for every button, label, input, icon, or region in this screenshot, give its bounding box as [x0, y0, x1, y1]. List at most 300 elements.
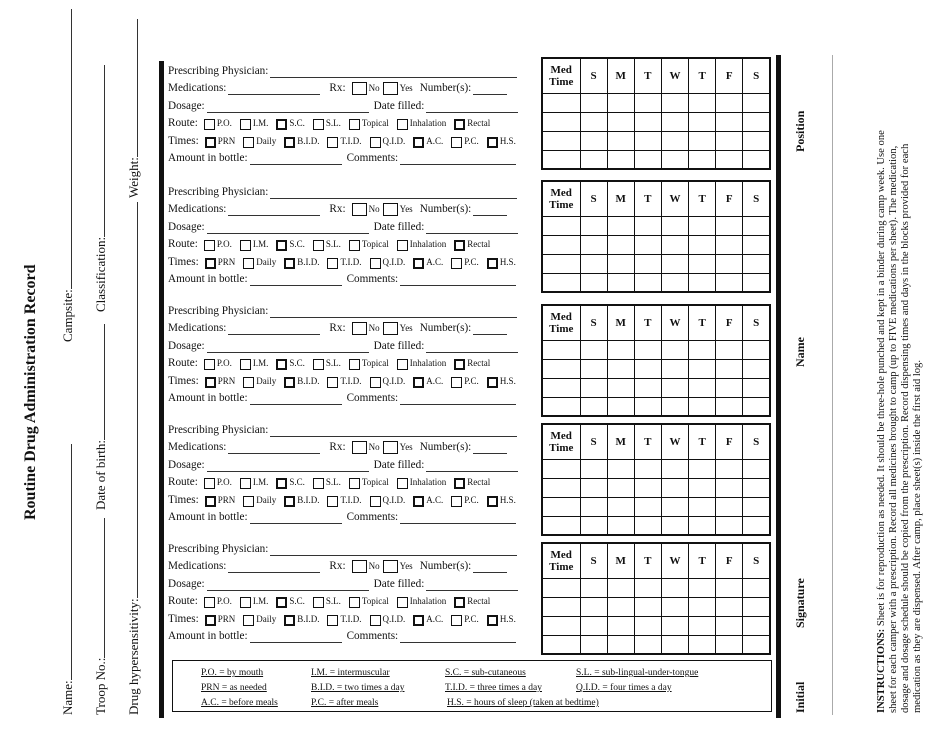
times-checkbox[interactable] [327, 615, 338, 626]
dispense-cell[interactable] [661, 93, 688, 112]
route-checkbox[interactable] [313, 240, 324, 251]
dispense-cell[interactable] [607, 597, 634, 616]
times-checkbox[interactable] [243, 258, 254, 269]
dispense-cell[interactable] [580, 93, 607, 112]
times-checkbox[interactable] [487, 137, 498, 148]
dispense-cell[interactable] [607, 397, 634, 416]
physician-field[interactable] [270, 67, 517, 78]
dispense-cell[interactable] [580, 459, 607, 478]
numbers-field[interactable] [473, 324, 507, 335]
dispense-cell[interactable] [634, 397, 661, 416]
med-time-cell[interactable] [542, 578, 580, 597]
comments-field[interactable] [400, 275, 516, 286]
times-checkbox[interactable] [487, 615, 498, 626]
dispense-cell[interactable] [716, 150, 743, 169]
times-checkbox[interactable] [243, 496, 254, 507]
dispense-cell[interactable] [689, 478, 716, 497]
numbers-field[interactable] [473, 84, 507, 95]
dispense-cell[interactable] [716, 254, 743, 273]
dispense-cell[interactable] [634, 616, 661, 635]
dispense-cell[interactable] [580, 578, 607, 597]
rx-yes-checkbox[interactable] [383, 560, 398, 573]
dispense-cell[interactable] [634, 131, 661, 150]
dispense-cell[interactable] [689, 397, 716, 416]
dispense-cell[interactable] [580, 150, 607, 169]
dispense-cell[interactable] [634, 340, 661, 359]
route-checkbox[interactable] [313, 597, 324, 608]
dispense-cell[interactable] [634, 112, 661, 131]
times-checkbox[interactable] [451, 377, 462, 388]
times-label: Times: [168, 134, 199, 147]
route-checkbox[interactable] [276, 240, 287, 251]
dispense-cell[interactable] [716, 378, 743, 397]
dispense-cell[interactable] [689, 93, 716, 112]
times-option-label: Q.I.D. [382, 256, 406, 267]
amount-field[interactable] [250, 154, 342, 165]
route-checkbox[interactable] [454, 597, 465, 608]
dispense-cell[interactable] [716, 235, 743, 254]
med-time-cell[interactable] [542, 112, 580, 131]
rx-no-checkbox[interactable] [352, 82, 367, 95]
rx-yes-checkbox[interactable] [383, 441, 398, 454]
dispense-cell[interactable] [716, 131, 743, 150]
med-time-cell[interactable] [542, 478, 580, 497]
dispense-cell[interactable] [634, 459, 661, 478]
med-time-cell[interactable] [542, 359, 580, 378]
dispense-cell[interactable] [689, 340, 716, 359]
dispense-cell[interactable] [689, 497, 716, 516]
date-filled-field[interactable] [426, 461, 518, 472]
dispense-cell[interactable] [607, 235, 634, 254]
route-checkbox[interactable] [397, 240, 408, 251]
medications-field[interactable] [228, 562, 320, 573]
med-time-cell[interactable] [542, 93, 580, 112]
dispense-cell[interactable] [661, 112, 688, 131]
times-checkbox[interactable] [413, 615, 424, 626]
dispense-cell[interactable] [661, 616, 688, 635]
dispense-cell[interactable] [743, 378, 770, 397]
route-checkbox[interactable] [204, 597, 215, 608]
med-time-cell[interactable] [542, 635, 580, 654]
times-checkbox[interactable] [451, 615, 462, 626]
amount-field[interactable] [250, 513, 342, 524]
amount-field[interactable] [250, 394, 342, 405]
dispense-cell[interactable] [580, 516, 607, 535]
dispense-cell[interactable] [743, 254, 770, 273]
dosage-field[interactable] [207, 342, 369, 353]
route-checkbox[interactable] [276, 119, 287, 130]
dispense-cell[interactable] [661, 478, 688, 497]
med-time-cell[interactable] [542, 273, 580, 292]
route-checkbox[interactable] [397, 359, 408, 370]
dispense-cell[interactable] [580, 497, 607, 516]
dispense-cell[interactable] [607, 497, 634, 516]
dispense-cell[interactable] [743, 150, 770, 169]
med-time-cell[interactable] [542, 150, 580, 169]
dispense-cell[interactable] [743, 635, 770, 654]
dispense-cell[interactable] [580, 478, 607, 497]
weight-field[interactable] [126, 19, 142, 198]
dispense-cell[interactable] [716, 497, 743, 516]
med-time-cell[interactable] [542, 131, 580, 150]
times-checkbox[interactable] [370, 137, 381, 148]
route-checkbox[interactable] [240, 478, 251, 489]
dispense-cell[interactable] [716, 459, 743, 478]
dispense-cell[interactable] [580, 131, 607, 150]
dosage-label: Dosage: [168, 577, 205, 590]
route-checkbox[interactable] [349, 119, 360, 130]
amount-field[interactable] [250, 275, 342, 286]
med-time-cell[interactable] [542, 378, 580, 397]
route-checkbox[interactable] [313, 119, 324, 130]
route-option-label: I.M. [252, 239, 269, 249]
medications-field[interactable] [228, 443, 320, 454]
dispense-cell[interactable] [716, 616, 743, 635]
times-checkbox[interactable] [370, 615, 381, 626]
dispense-cell[interactable] [661, 235, 688, 254]
times-checkbox[interactable] [205, 377, 216, 388]
dispense-cell[interactable] [661, 635, 688, 654]
times-checkbox[interactable] [284, 615, 295, 626]
times-checkbox[interactable] [413, 137, 424, 148]
times-checkbox[interactable] [284, 377, 295, 388]
times-checkbox[interactable] [243, 137, 254, 148]
route-checkbox[interactable] [349, 359, 360, 370]
dispense-cell[interactable] [689, 112, 716, 131]
route-checkbox[interactable] [240, 119, 251, 130]
campsite-label: Campsite: [60, 289, 75, 342]
name-field[interactable] [60, 444, 76, 715]
route-checkbox[interactable] [240, 240, 251, 251]
rx-yes-label: Yes [399, 83, 413, 93]
dispense-cell[interactable] [634, 516, 661, 535]
route-checkbox[interactable] [349, 597, 360, 608]
dispense-cell[interactable] [580, 616, 607, 635]
dispense-cell[interactable] [716, 273, 743, 292]
dispensing-grid-5 [541, 542, 771, 655]
dispense-cell[interactable] [689, 516, 716, 535]
dispense-cell[interactable] [607, 131, 634, 150]
dispense-cell[interactable] [607, 378, 634, 397]
dispense-cell[interactable] [661, 578, 688, 597]
med-time-cell[interactable] [542, 616, 580, 635]
rx-no-checkbox[interactable] [352, 560, 367, 573]
dispense-cell[interactable] [743, 516, 770, 535]
dispense-cell[interactable] [580, 273, 607, 292]
dispense-cell[interactable] [743, 597, 770, 616]
dispense-cell[interactable] [580, 378, 607, 397]
route-checkbox[interactable] [454, 240, 465, 251]
dispense-cell[interactable] [607, 635, 634, 654]
dispense-cell[interactable] [634, 359, 661, 378]
dispense-cell[interactable] [634, 478, 661, 497]
dispense-cell[interactable] [661, 340, 688, 359]
dispense-cell[interactable] [607, 578, 634, 597]
times-checkbox[interactable] [205, 496, 216, 507]
dispense-cell[interactable] [743, 616, 770, 635]
rx-yes-checkbox[interactable] [383, 322, 398, 335]
route-checkbox[interactable] [397, 119, 408, 130]
route-checkbox[interactable] [276, 359, 287, 370]
dispense-cell[interactable] [580, 635, 607, 654]
times-checkbox[interactable] [243, 615, 254, 626]
times-checkbox[interactable] [487, 258, 498, 269]
dispense-cell[interactable] [689, 578, 716, 597]
route-checkbox[interactable] [240, 597, 251, 608]
dispense-cell[interactable] [743, 93, 770, 112]
med-time-cell[interactable] [542, 497, 580, 516]
dispense-cell[interactable] [743, 235, 770, 254]
times-checkbox[interactable] [370, 377, 381, 388]
dispense-cell[interactable] [634, 497, 661, 516]
route-checkbox[interactable] [204, 240, 215, 251]
dispense-cell[interactable] [689, 635, 716, 654]
physician-field[interactable] [270, 426, 517, 437]
dispense-cell[interactable] [607, 459, 634, 478]
dispense-cell[interactable] [716, 635, 743, 654]
route-checkbox[interactable] [454, 359, 465, 370]
physician-field[interactable] [270, 307, 517, 318]
dispense-cell[interactable] [661, 131, 688, 150]
times-checkbox[interactable] [413, 496, 424, 507]
dispense-cell[interactable] [634, 578, 661, 597]
classification-field[interactable] [93, 65, 109, 312]
dispense-cell[interactable] [661, 597, 688, 616]
route-checkbox[interactable] [454, 119, 465, 130]
dispense-cell[interactable] [634, 273, 661, 292]
dispense-cell[interactable] [716, 359, 743, 378]
dispense-cell[interactable] [716, 516, 743, 535]
dispense-cell[interactable] [634, 378, 661, 397]
troop-no-field[interactable] [93, 518, 109, 715]
campsite-field[interactable] [60, 9, 76, 342]
med-time-cell[interactable] [542, 235, 580, 254]
times-checkbox[interactable] [284, 258, 295, 269]
times-checkbox[interactable] [327, 496, 338, 507]
dispense-cell[interactable] [634, 254, 661, 273]
dispense-cell[interactable] [661, 459, 688, 478]
med-time-cell[interactable] [542, 216, 580, 235]
times-checkbox[interactable] [451, 258, 462, 269]
dispense-cell[interactable] [743, 459, 770, 478]
dispense-cell[interactable] [689, 459, 716, 478]
amount-field[interactable] [250, 632, 342, 643]
numbers-field[interactable] [473, 443, 507, 454]
dispense-cell[interactable] [716, 340, 743, 359]
day-header: S [580, 181, 607, 216]
med-time-cell[interactable] [542, 516, 580, 535]
dispense-cell[interactable] [634, 216, 661, 235]
dispense-cell[interactable] [716, 216, 743, 235]
dispense-cell[interactable] [689, 216, 716, 235]
dispense-cell[interactable] [607, 254, 634, 273]
dispense-cell[interactable] [743, 340, 770, 359]
date-filled-field[interactable] [426, 342, 518, 353]
times-checkbox[interactable] [413, 258, 424, 269]
times-option-label: B.I.D. [297, 613, 320, 624]
comments-field[interactable] [400, 513, 516, 524]
dispense-cell[interactable] [716, 578, 743, 597]
med-time-cell[interactable] [542, 597, 580, 616]
date-of-birth-field[interactable] [93, 324, 109, 510]
rx-no-checkbox[interactable] [352, 203, 367, 216]
dispense-cell[interactable] [607, 359, 634, 378]
date-filled-field[interactable] [426, 223, 518, 234]
drug-hypersensitivity-field[interactable] [126, 202, 142, 715]
dispense-cell[interactable] [580, 112, 607, 131]
dispense-cell[interactable] [607, 150, 634, 169]
times-checkbox[interactable] [327, 258, 338, 269]
route-checkbox[interactable] [276, 597, 287, 608]
dispense-cell[interactable] [743, 397, 770, 416]
dispense-cell[interactable] [607, 516, 634, 535]
dispense-cell[interactable] [689, 378, 716, 397]
physician-field[interactable] [270, 545, 517, 556]
times-checkbox[interactable] [243, 377, 254, 388]
dispense-cell[interactable] [743, 112, 770, 131]
dispense-cell[interactable] [580, 254, 607, 273]
numbers-field[interactable] [473, 562, 507, 573]
dispense-cell[interactable] [580, 397, 607, 416]
route-checkbox[interactable] [349, 240, 360, 251]
dispense-cell[interactable] [580, 340, 607, 359]
dispense-cell[interactable] [607, 340, 634, 359]
dispense-cell[interactable] [634, 635, 661, 654]
med-time-cell[interactable] [542, 340, 580, 359]
dispense-cell[interactable] [607, 112, 634, 131]
numbers-field[interactable] [473, 205, 507, 216]
times-checkbox[interactable] [327, 377, 338, 388]
route-checkbox[interactable] [204, 119, 215, 130]
dispense-cell[interactable] [580, 597, 607, 616]
times-checkbox[interactable] [370, 258, 381, 269]
times-checkbox[interactable] [451, 496, 462, 507]
medications-field[interactable] [228, 324, 320, 335]
route-checkbox[interactable] [240, 359, 251, 370]
dispense-cell[interactable] [743, 497, 770, 516]
dispense-cell[interactable] [689, 150, 716, 169]
dispense-cell[interactable] [743, 359, 770, 378]
times-checkbox[interactable] [487, 377, 498, 388]
dispense-cell[interactable] [580, 359, 607, 378]
comments-field[interactable] [400, 154, 516, 165]
dispense-cell[interactable] [661, 150, 688, 169]
route-checkbox[interactable] [313, 478, 324, 489]
dispense-cell[interactable] [716, 597, 743, 616]
dispense-cell[interactable] [743, 478, 770, 497]
medications-field[interactable] [228, 205, 320, 216]
dosage-field[interactable] [207, 102, 369, 113]
dispense-cell[interactable] [661, 516, 688, 535]
times-checkbox[interactable] [370, 496, 381, 507]
physician-field[interactable] [270, 188, 517, 199]
dispense-cell[interactable] [743, 131, 770, 150]
dispense-cell[interactable] [743, 216, 770, 235]
dispense-cell[interactable] [607, 93, 634, 112]
times-checkbox[interactable] [284, 137, 295, 148]
dispense-cell[interactable] [661, 254, 688, 273]
times-checkbox[interactable] [205, 615, 216, 626]
times-checkbox[interactable] [205, 137, 216, 148]
dispense-cell[interactable] [661, 216, 688, 235]
medication-block-2 [168, 183, 540, 288]
times-checkbox[interactable] [413, 377, 424, 388]
route-checkbox[interactable] [349, 478, 360, 489]
dosage-field[interactable] [207, 223, 369, 234]
times-checkbox[interactable] [327, 137, 338, 148]
dispense-cell[interactable] [689, 616, 716, 635]
times-checkbox[interactable] [205, 258, 216, 269]
dispense-cell[interactable] [689, 235, 716, 254]
dispense-cell[interactable] [716, 478, 743, 497]
dispense-cell[interactable] [716, 93, 743, 112]
date-filled-field[interactable] [426, 102, 518, 113]
med-time-cell[interactable] [542, 459, 580, 478]
dispense-cell[interactable] [661, 273, 688, 292]
dispense-cell[interactable] [634, 150, 661, 169]
route-checkbox[interactable] [454, 478, 465, 489]
dispense-cell[interactable] [716, 112, 743, 131]
dispense-cell[interactable] [661, 497, 688, 516]
dispense-cell[interactable] [689, 597, 716, 616]
dispense-cell[interactable] [634, 235, 661, 254]
times-checkbox[interactable] [487, 496, 498, 507]
route-checkbox[interactable] [313, 359, 324, 370]
comments-field[interactable] [400, 632, 516, 643]
med-time-cell[interactable] [542, 397, 580, 416]
dispense-cell[interactable] [689, 359, 716, 378]
route-checkbox[interactable] [204, 359, 215, 370]
rx-yes-checkbox[interactable] [383, 82, 398, 95]
route-checkbox[interactable] [397, 597, 408, 608]
dispense-cell[interactable] [634, 597, 661, 616]
dispense-cell[interactable] [743, 273, 770, 292]
dispense-cell[interactable] [743, 578, 770, 597]
route-checkbox[interactable] [276, 478, 287, 489]
dosage-field[interactable] [207, 580, 369, 591]
rx-yes-checkbox[interactable] [383, 203, 398, 216]
comments-field[interactable] [400, 394, 516, 405]
dispense-cell[interactable] [607, 273, 634, 292]
dispense-cell[interactable] [580, 216, 607, 235]
dispense-cell[interactable] [689, 273, 716, 292]
dispense-cell[interactable] [607, 216, 634, 235]
dispense-cell[interactable] [661, 397, 688, 416]
route-checkbox[interactable] [397, 478, 408, 489]
date-filled-field[interactable] [426, 580, 518, 591]
dispense-cell[interactable] [580, 235, 607, 254]
dispense-cell[interactable] [716, 397, 743, 416]
dispense-cell[interactable] [661, 378, 688, 397]
rx-no-checkbox[interactable] [352, 441, 367, 454]
dispense-cell[interactable] [607, 616, 634, 635]
dispense-cell[interactable] [689, 131, 716, 150]
legend-sc: S.C. = sub-cutaneous [445, 668, 526, 678]
medications-field[interactable] [228, 84, 320, 95]
dispense-cell[interactable] [689, 254, 716, 273]
dispense-cell[interactable] [607, 478, 634, 497]
dispense-cell[interactable] [634, 93, 661, 112]
route-checkbox[interactable] [204, 478, 215, 489]
time-label: Time [549, 441, 574, 454]
times-checkbox[interactable] [451, 137, 462, 148]
times-option-label: B.I.D. [297, 256, 320, 267]
dispense-cell[interactable] [661, 359, 688, 378]
times-checkbox[interactable] [284, 496, 295, 507]
rx-no-checkbox[interactable] [352, 322, 367, 335]
dosage-field[interactable] [207, 461, 369, 472]
med-time-cell[interactable] [542, 254, 580, 273]
